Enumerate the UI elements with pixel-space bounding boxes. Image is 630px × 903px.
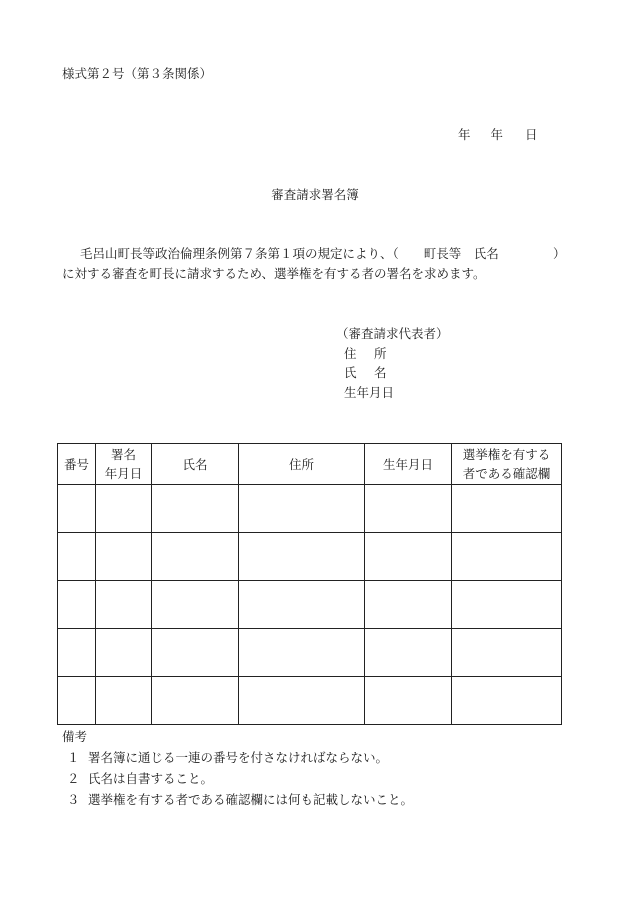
cell-birthdate[interactable] — [365, 581, 452, 629]
date-day-label: 日 — [525, 127, 538, 142]
cell-address[interactable] — [239, 581, 365, 629]
cell-voter-confirmation — [452, 485, 562, 533]
header-voter-confirmation: 選挙権を有する 者である確認欄 — [452, 444, 562, 485]
cell-birthdate[interactable] — [365, 533, 452, 581]
representative-block — [336, 324, 449, 402]
cell-birthdate[interactable] — [365, 485, 452, 533]
representative-address-label: 住 所 — [344, 345, 387, 361]
cell-name[interactable] — [152, 629, 239, 677]
body-text-line-1: 毛呂山町長等政治倫理条例第７条第１項の規定により、（ 町長等 氏名 — [80, 246, 499, 261]
body-close-paren: ） — [553, 246, 566, 261]
cell-voter-confirmation — [452, 677, 562, 725]
notes-heading: 備考 — [62, 729, 88, 744]
representative-heading: （審査請求代表者） — [336, 326, 449, 341]
cell-voter-confirmation — [452, 581, 562, 629]
date-year-label: 年 — [458, 127, 471, 142]
body-paragraph-line-2: に対する審査を町長に請求するため、選挙権を有する者の署名を求めます。 — [62, 266, 486, 281]
cell-number[interactable] — [58, 581, 96, 629]
date-month-label: 年 — [490, 127, 504, 142]
cell-name[interactable] — [152, 677, 239, 725]
table-header-row — [58, 444, 562, 485]
table-row — [58, 629, 562, 677]
representative-birthdate-label: 生年月日 — [344, 384, 395, 400]
form-number: 様式第２号（第３条関係） — [62, 66, 213, 81]
table-row — [58, 485, 562, 533]
document-title: 審査請求署名簿 — [271, 187, 359, 202]
cell-signed-date[interactable] — [96, 485, 152, 533]
cell-voter-confirmation — [452, 629, 562, 677]
cell-signed-date[interactable] — [96, 533, 152, 581]
note-item: ２ 氏名は自書すること。 — [67, 771, 214, 786]
note-item: ３ 選挙権を有する者である確認欄には何も記載しないこと。 — [67, 792, 414, 807]
cell-address[interactable] — [239, 485, 365, 533]
cell-number[interactable] — [58, 677, 96, 725]
cell-birthdate[interactable] — [365, 629, 452, 677]
cell-voter-confirmation — [452, 533, 562, 581]
body-paragraph-line-1 — [80, 244, 566, 262]
header-number: 番号 — [58, 444, 96, 485]
note-item: １ 署名簿に通じる一連の番号を付さなければならない。 — [67, 750, 389, 765]
cell-address[interactable] — [239, 677, 365, 725]
cell-number[interactable] — [58, 533, 96, 581]
header-birthdate: 生年月日 — [365, 444, 452, 485]
cell-number[interactable] — [58, 485, 96, 533]
date-line — [458, 125, 538, 143]
cell-name[interactable] — [152, 581, 239, 629]
cell-name[interactable] — [152, 485, 239, 533]
cell-name[interactable] — [152, 533, 239, 581]
header-address: 住所 — [239, 444, 365, 485]
table-row — [58, 581, 562, 629]
representative-name-label: 氏 名 — [344, 365, 387, 380]
signature-table — [57, 443, 562, 725]
table-row — [58, 677, 562, 725]
cell-signed-date[interactable] — [96, 629, 152, 677]
cell-number[interactable] — [58, 629, 96, 677]
notes-section — [62, 726, 413, 810]
cell-address[interactable] — [239, 629, 365, 677]
header-signed-date: 署名 年月日 — [96, 444, 152, 485]
header-name: 氏名 — [152, 444, 239, 485]
cell-address[interactable] — [239, 533, 365, 581]
cell-signed-date[interactable] — [96, 677, 152, 725]
cell-birthdate[interactable] — [365, 677, 452, 725]
table-row — [58, 533, 562, 581]
cell-signed-date[interactable] — [96, 581, 152, 629]
